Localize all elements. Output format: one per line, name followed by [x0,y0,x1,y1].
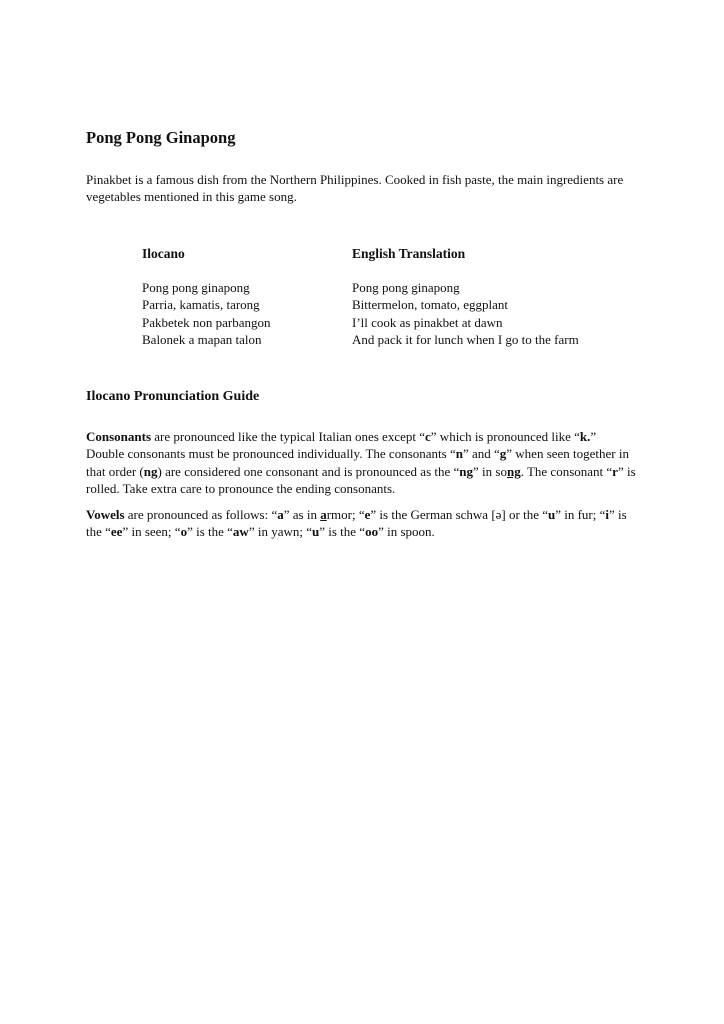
text-run: rmor; “ [326,507,365,522]
text-run: ” in spoon. [378,524,435,540]
text-run: are pronounced as follows: “ [124,507,278,522]
letter-c: c [425,429,431,445]
english-header: English Translation [352,246,466,261]
letter-aw: aw [232,524,249,540]
pronunciation-guide-title: Ilocano Pronunciation Guide [86,389,260,405]
document-page [86,127,636,540]
vowels-paragraph [86,506,636,540]
consonants-paragraph [86,428,636,497]
song-lyrics-table [142,245,636,348]
ilocano-line: Parria, kamatis, tarong [142,297,260,313]
letter-ng: ng [459,463,474,479]
letter-e: e [364,507,371,522]
text-run: ” in fur; “ [555,507,606,522]
letter-u: u [311,524,320,540]
text-run: ” as in [283,507,321,522]
ilocano-line: Pong pong ginapong [142,280,250,295]
text-run: ” and “ [462,446,500,462]
intro-paragraph: Pinakbet is a famous dish from the Northern Philippines. Cooked in fish paste, the main ingredients are vegetables mentioned in this game song. [86,172,624,204]
english-line: I’ll cook as pinakbet at dawn [352,314,503,330]
vowels-term: Vowels [86,507,125,522]
letter-o: o [180,524,188,540]
ilocano-line: Pakbetek non parbangon [142,314,271,330]
letter-g: g [499,446,507,462]
text-run: ” is the “ [86,507,627,540]
letter-ee: ee [110,524,123,540]
letter-k: k. [579,429,591,445]
text-run: are pronounced like the typical Italian ones except “ [151,429,425,445]
text-run: ” is rolled. Take extra care to pronounce the ending consonants. [86,463,636,496]
english-line: Bittermelon, tomato, eggplant [352,297,508,313]
letter-r: r [612,463,618,479]
letter-ng-underlined: ng [506,463,521,479]
letter-a-underlined: a [320,507,327,522]
text-run: ” is the German schwa [ə] or the “ [370,507,548,522]
ilocano-header: Ilocano [142,246,185,261]
letter-ng: ng [143,463,158,479]
ilocano-line: Balonek a mapan talon [142,331,262,347]
letter-oo: oo [365,524,379,540]
text-run: ) are considered one consonant and is pronounced as the “ [157,463,460,479]
consonants-term: Consonants [86,429,152,445]
english-line: And pack it for lunch when I go to the farm [352,331,579,347]
letter-i: i [605,507,610,522]
english-line: Pong pong ginapong [352,280,460,295]
text-run: ” Double consonants must be pronounced individually. The consonants “ [86,429,597,462]
page-title: Pong Pong Ginapong [86,128,236,147]
letter-u: u [547,507,556,522]
text-run: ” when seen together in that order ( [86,446,629,479]
text-run: ” in seen; “ [122,524,181,540]
text-run: ” in so [473,463,507,479]
text-run: . The consonant “ [520,463,613,479]
letter-a: a [277,507,284,522]
text-run: ” in yawn; “ [248,524,312,540]
text-run: ” which is pronounced like “ [430,429,580,445]
text-run: ” is the “ [187,524,233,540]
letter-n: n [455,446,463,462]
text-run: ” is the “ [319,524,366,540]
